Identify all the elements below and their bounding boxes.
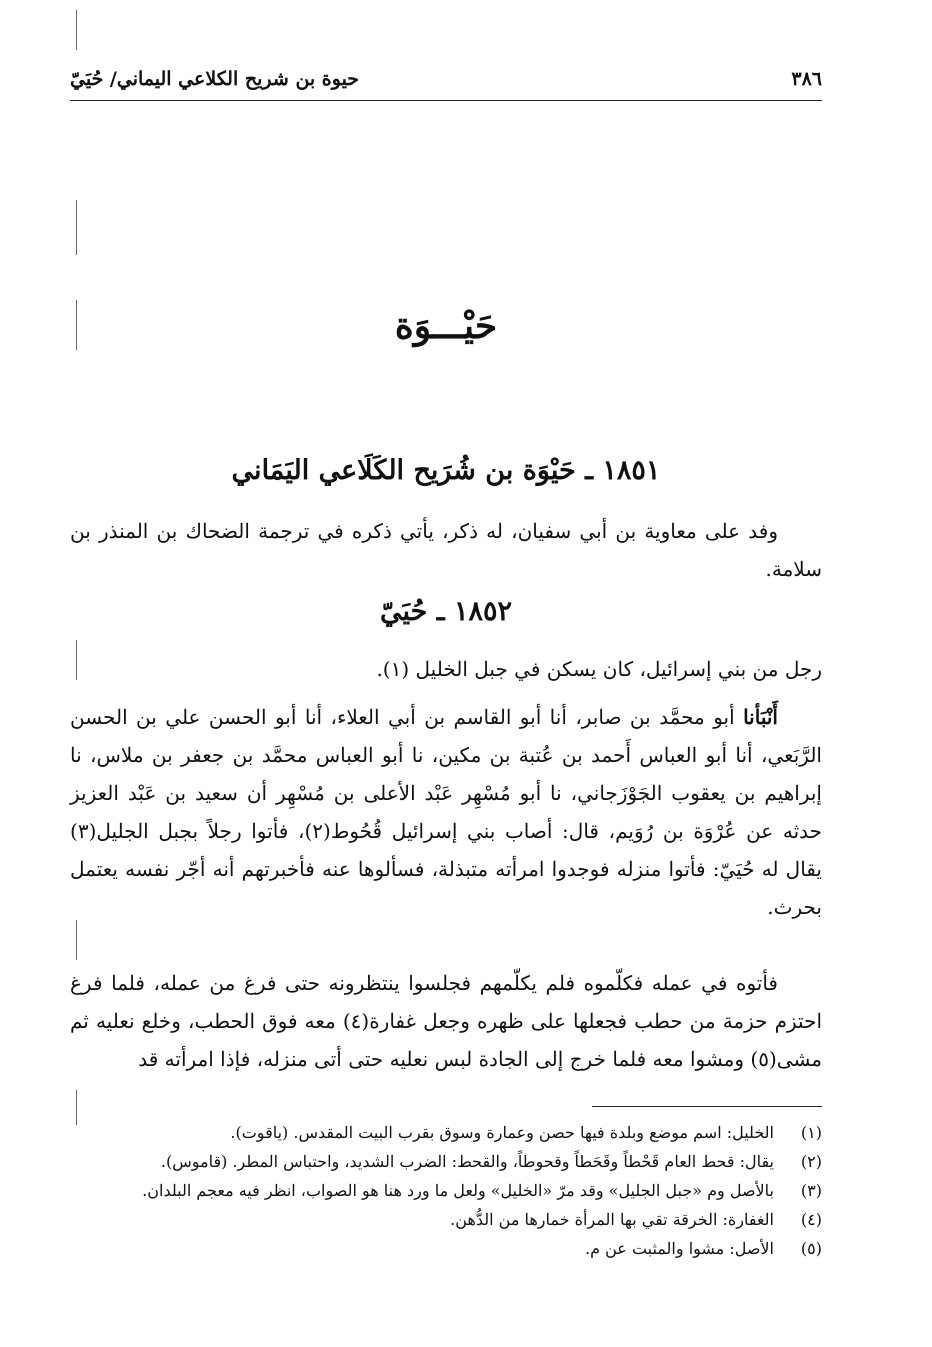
footnote-text: بالأصل وم «جبل الجليل» وقد مرّ «الخليل» ولعل ما ورد هنا هو الصواب، انظر فيه معجم البلدان. <box>142 1181 774 1200</box>
footnotes <box>70 1118 822 1263</box>
entry-title-1851: ١٨٥١ ـ حَيْوَة بن شُرَيح الكَلَاعي اليَمَاني <box>231 455 661 486</box>
header-rule <box>70 100 822 101</box>
footnote <box>70 1234 822 1263</box>
footnote <box>70 1205 822 1234</box>
narrative-paragraph: فأتوه في عمله فكلّموه فلم يكلّمهم فجلسوا ينتظرونه حتى فرغ من عمله، فلما فرغ احتزم حزمة من حطب فجعلها على ظهره وجعل غفارة(٤) معه فوق الحطب، وخلع نعليه ثم مشى(٥) ومشوا معه فلما خرج إلى الجادة لبس نعليه حتى أتى منزله، فإذا امرأته قد <box>70 971 822 1071</box>
footnote-number: (٢) <box>800 1152 822 1171</box>
footnote <box>70 1118 822 1147</box>
running-title: حيوة بن شريح الكلاعي اليماني/ حُيَيّ <box>70 68 360 90</box>
page-number: ٣٨٦ <box>791 68 822 90</box>
footnote-number: (٣) <box>800 1181 822 1200</box>
isnad-paragraph <box>70 698 822 926</box>
isnad-text: أبو محمَّد بن صابر، أنا أبو القاسم بن أبي العلاء، أنا أبو الحسن علي بن الحسن الرَّبَعي، أنا أبو العباس أَحمد بن عُتبة بن مكين، نا أبو العباس محمَّد بن جعفر بن ملاس، نا إبراهيم بن يعقوب الجَوْزَجاني، نا أبو مُسْهِر عَبْد الأعلى بن مُسْهِر أن سعيد بن عَبْد العزيز حدثه عن عُرْوَة بن رُوَيم، قال: أصاب بني إسرائيل قُحُوط(٢)، فأتوا رجلاً بجبل الجليل(٣) يقال له حُيَيّ: فأتوا منزله فوجدوا امرأته متبذلة، فسألوها عنه فأخبرتهم أنه أجّر نفسه يعتمل بحرث. <box>70 705 823 919</box>
book-page <box>70 0 822 1347</box>
entry-1852-paragraph: رجل من بني إسرائيل، كان يسكن في جبل الخليل (١). <box>376 657 822 681</box>
entry-1851-paragraph: وفد على معاوية بن أبي سفيان، له ذكر، يأتي ذكره في ترجمة الضحاك بن المنذر بن سلامة. <box>70 519 822 581</box>
section-title: حَيْـــوَة <box>394 305 498 347</box>
entry-title-1852: ١٨٥٢ ـ حُيَيّ <box>379 596 513 627</box>
footnote-rule <box>592 1106 822 1107</box>
running-head <box>70 64 822 94</box>
footnote-number: (٤) <box>800 1210 822 1229</box>
footnote-text: يقال: قحط العام قَحْطاً وقَحَطاً وقحوطاً، والقحط: الضرب الشديد، واحتباس المطر. (قاموس). <box>160 1152 774 1171</box>
footnote-text: الخليل: اسم موضع وبلدة فيها حصن وعمارة وسوق بقرب البيت المقدس. (ياقوت). <box>230 1123 774 1142</box>
footnote <box>70 1176 822 1205</box>
footnote-text: الأصل: مشوا والمثبت عن م. <box>585 1239 774 1258</box>
isnad-lead-word: أَنْبَأنا <box>743 705 778 729</box>
footnote-number: (١) <box>800 1123 822 1142</box>
footnote-number: (٥) <box>800 1239 822 1258</box>
footnote-text: الغفارة: الخرقة تقي بها المرأة خمارها من الدُّهن. <box>450 1210 774 1229</box>
footnote <box>70 1147 822 1176</box>
